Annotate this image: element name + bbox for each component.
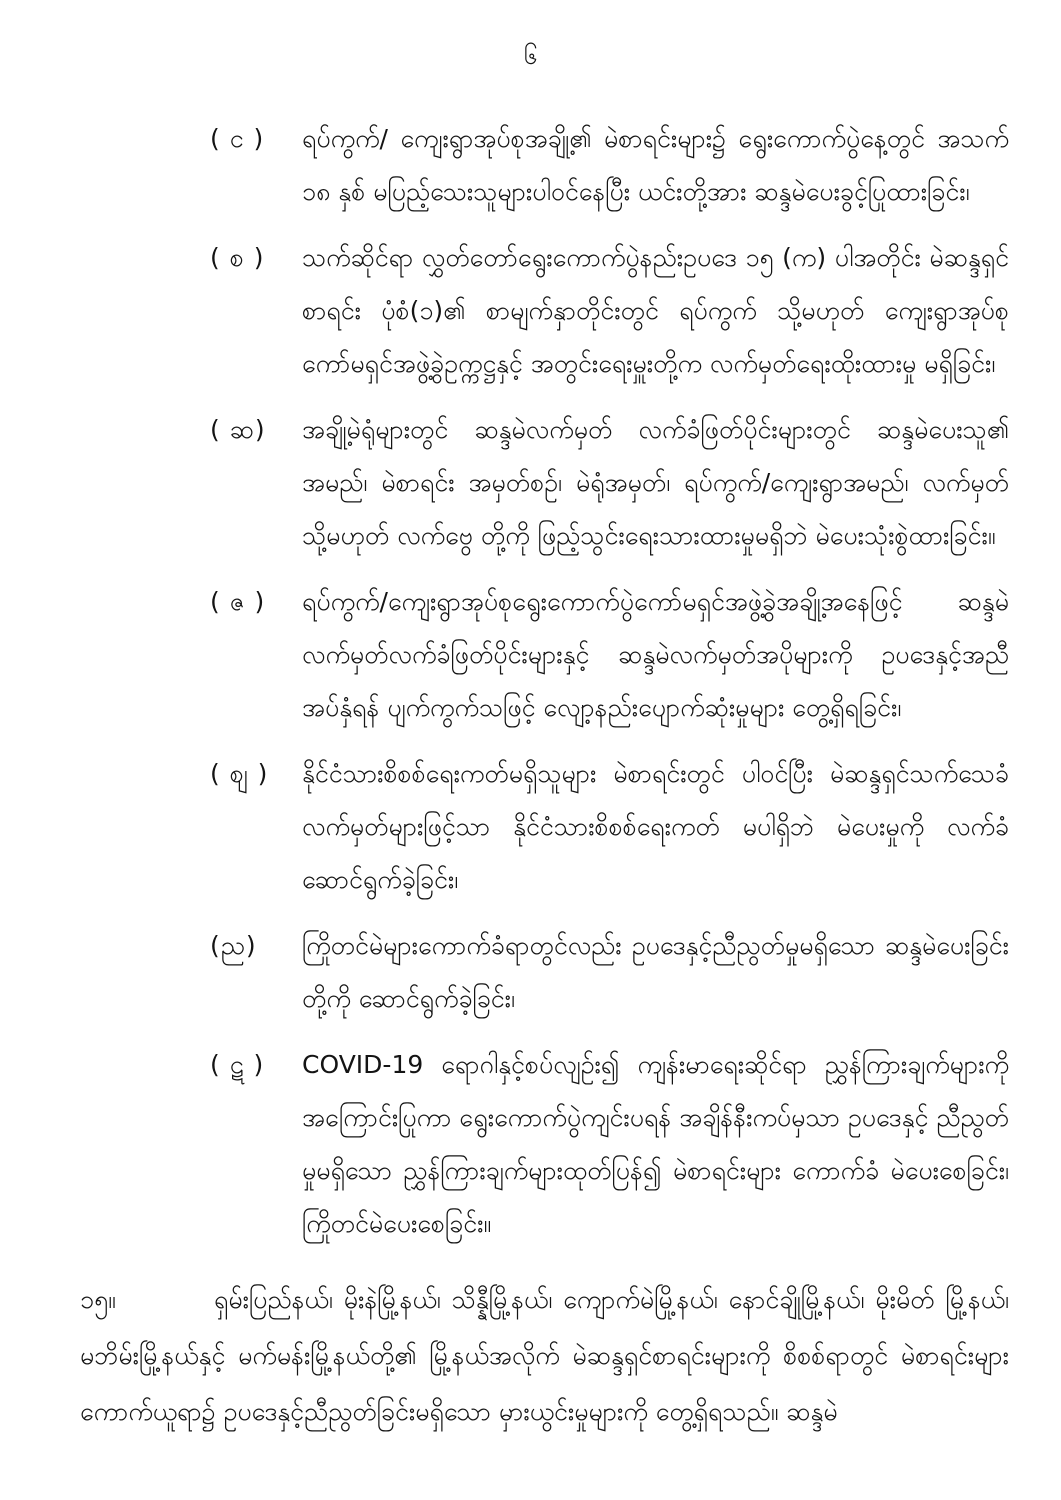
list-item bbox=[210, 919, 1009, 1025]
item-label: ( ဋ ) bbox=[210, 1050, 265, 1079]
paragraph-15 bbox=[80, 1272, 1009, 1440]
item-label: ( ဆ) bbox=[210, 415, 266, 444]
finding-list bbox=[0, 112, 1061, 1250]
item-label: ( စျ ) bbox=[210, 759, 269, 788]
list-item bbox=[210, 747, 1009, 906]
item-text: နိုင်ငံသားစိစစ်ရေးကတ်မရှိသူများ မဲစာရင်းတွင် ပါဝင်ပြီး မဲဆန္ဒရှင်သက်သေခံ လက်မှတ်များဖြင့်သာ နိုင်ငံသားစိစစ်ရေးကတ် မပါရှိဘဲ မဲပေးမှုကို လက်ခံ ဆောင်ရွက်ခဲ့ခြင်း၊ bbox=[302, 759, 1009, 894]
item-text: ရပ်ကွက်/ ကျေးရွာအုပ်စုအချို့၏ မဲစာရင်းများ၌ ရွေးကောက်ပွဲနေ့တွင် အသက် ၁၈ နှစ် မပြည့်သေးသူများပါဝင်နေပြီး ယင်းတို့အား ဆန္ဒမဲပေးခွင့်ပြုထားခြင်း၊ bbox=[302, 124, 1009, 206]
item-text: COVID-19 ရောဂါနှင့်စပ်လျဉ်း၍ ကျန်းမာရေးဆိုင်ရာ ညွှန်ကြားချက်များကို အကြောင်းပြုကာ ရွေးကောက်ပွဲကျင်းပရန် အချိန်နီးကပ်မှသာ ဥပဒေနှင့် ညီညွတ်မှုမရှိသော ညွှန်ကြားချက်များထုတ်ပြန်၍ မဲစာရင်းများ ကောက်ခံ မဲပေးစေခြင်း၊ ကြိုတင်မဲပေးစေခြင်း။ bbox=[302, 1050, 1010, 1238]
item-text: အချို့မဲရုံများတွင် ဆန္ဒမဲလက်မှတ် လက်ခံဖြတ်ပိုင်းများတွင် ဆန္ဒမဲပေးသူ၏ အမည်၊ မဲစာရင်း အမှတ်စဉ်၊ မဲရုံအမှတ်၊ ရပ်ကွက်/ကျေးရွာအမည်၊ လက်မှတ် သို့မဟုတ် လက်ဗွေ တို့ကို ဖြည့်သွင်းရေးသားထားမှုမရှိဘဲ မဲပေးသုံးစွဲထားခြင်း။ bbox=[302, 415, 1009, 550]
paragraph-number: ၁၅။ bbox=[80, 1285, 116, 1314]
item-label: ( ဇ ) bbox=[210, 587, 266, 616]
item-text: ကြိုတင်မဲများကောက်ခံရာတွင်လည်း ဥပဒေနှင့်ညီညွတ်မှုမရှိသော ဆန္ဒမဲပေးခြင်း တို့ကို ဆောင်ရွက်ခဲ့ခြင်း၊ bbox=[302, 931, 1009, 1013]
item-label: ( စ ) bbox=[210, 243, 265, 272]
item-label: ( င ) bbox=[210, 124, 265, 153]
item-label: (ည) bbox=[210, 931, 257, 960]
paragraph-text: ရှမ်းပြည်နယ်၊ မိုးနဲမြို့နယ်၊ သိန္နီမြို့နယ်၊ ကျောက်မဲမြို့နယ်၊ နောင်ချိုမြို့နယ်၊ မိုးမိတ် မြို့နယ်၊ မဘိမ်းမြို့နယ်နှင့် မက်မန်းမြို့နယ်တို့၏ မြို့နယ်အလိုက် မဲဆန္ဒရှင်စာရင်းများကို စိစစ်ရာတွင် မဲစာရင်းများကောက်ယူရာ၌ ဥပဒေနှင့်ညီညွတ်ခြင်းမရှိသော မှားယွင်းမှုများကို တွေ့ရှိရသည်။ ဆန္ဒမဲ bbox=[80, 1285, 1009, 1426]
list-item bbox=[210, 575, 1009, 734]
list-item bbox=[210, 112, 1009, 218]
list-item bbox=[210, 231, 1009, 390]
list-item bbox=[210, 1038, 1009, 1250]
item-text: ရပ်ကွက်/ကျေးရွာအုပ်စုရွေးကောက်ပွဲကော်မရှင်အဖွဲ့ခွဲအချို့အနေဖြင့် ဆန္ဒမဲ လက်မှတ်လက်ခံဖြတ်ပိုင်းများနှင့် ဆန္ဒမဲလက်မှတ်အပိုများကို ဥပဒေနှင့်အညီ အပ်နှံရန် ပျက်ကွက်သဖြင့် လျော့နည်းပျောက်ဆုံးမှုများ တွေ့ရှိရခြင်း၊ bbox=[302, 587, 1009, 722]
item-text: သက်ဆိုင်ရာ လွှတ်တော်ရွေးကောက်ပွဲနည်းဥပဒေ ၁၅ (က) ပါအတိုင်း မဲဆန္ဒရှင် စာရင်း ပုံစံ(၁)၏ စာမျက်နှာတိုင်းတွင် ရပ်ကွက် သို့မဟုတ် ကျေးရွာအုပ်စု ကော်မရှင်အဖွဲ့ခွဲဥက္ကဋ္ဌနှင့် အတွင်းရေးမှူးတို့က လက်မှတ်ရေးထိုးထားမှု မရှိခြင်း၊ bbox=[302, 243, 1009, 378]
list-item bbox=[210, 403, 1009, 562]
page-number: ၆ bbox=[523, 42, 538, 70]
